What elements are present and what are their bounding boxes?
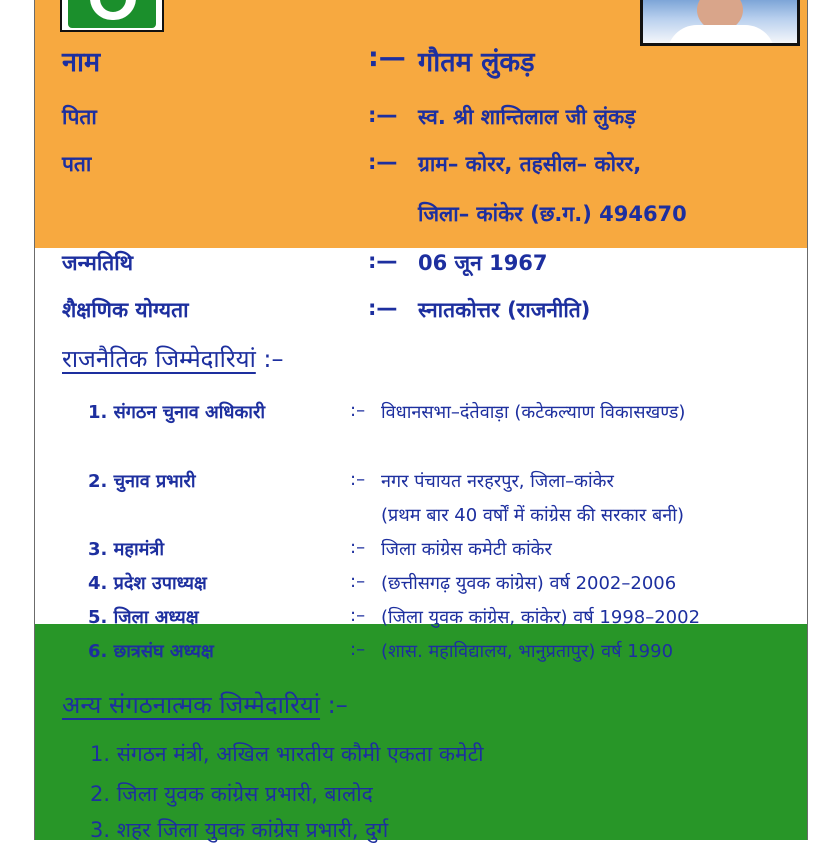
address-label: पता xyxy=(62,152,92,176)
address-line2: जिला– कांकेर (छ.ग.) 494670 xyxy=(418,202,687,226)
political-heading-suffix: :– xyxy=(255,345,284,373)
education-separator: :— xyxy=(368,296,398,320)
political-item-title: 2. चुनाव प्रभारी xyxy=(88,471,196,492)
dob-value: 06 जून 1967 xyxy=(418,251,548,275)
political-item-title: 4. प्रदेश उपाध्यक्ष xyxy=(88,573,207,594)
political-item-value: जिला कांग्रेस कमेटी कांकेर xyxy=(381,539,552,560)
political-item-separator: :– xyxy=(350,537,366,558)
organizational-item: 1. संगठन मंत्री, अखिल भारतीय कौमी एकता कमेटी xyxy=(90,742,484,766)
political-item-separator: :– xyxy=(350,571,366,592)
dob-separator: :— xyxy=(368,249,398,273)
portrait-photo xyxy=(640,0,800,46)
political-item-separator: :– xyxy=(350,469,366,490)
organizational-heading xyxy=(62,688,348,721)
father-label: पिता xyxy=(62,105,97,129)
education-label: शैक्षणिक योग्यता xyxy=(62,298,189,322)
father-value: स्व. श्री शान्तिलाल जी लुंकड़ xyxy=(418,105,636,129)
political-item-value: (जिला युवक कांग्रेस, कांकेर) वर्ष 1998–2002 xyxy=(381,607,701,628)
organizational-heading-suffix: :– xyxy=(320,691,348,719)
political-heading-text: राजनैतिक जिम्मेदारियां xyxy=(62,345,256,373)
political-item-value: विधानसभा–दंतेवाड़ा (कटेकल्याण विकासखण्ड) xyxy=(381,402,686,423)
party-logo-icon xyxy=(60,0,164,32)
organizational-item: 3. शहर जिला युवक कांग्रेस प्रभारी, दुर्ग xyxy=(90,818,389,842)
political-item-title: 1. संगठन चुनाव अधिकारी xyxy=(88,402,265,423)
political-item-separator: :– xyxy=(350,639,366,660)
political-item-separator: :– xyxy=(350,605,366,626)
political-item-separator: :– xyxy=(350,400,366,421)
political-item-title: 5. जिला अध्यक्ष xyxy=(88,607,199,628)
address-line1: ग्राम– कोरर, तहसील– कोरर, xyxy=(418,152,642,176)
organizational-item: 2. जिला युवक कांग्रेस प्रभारी, बालोद xyxy=(90,782,373,806)
political-item-value: नगर पंचायत नरहरपुर, जिला–कांकेर xyxy=(381,471,614,492)
political-item-value: (छत्तीसगढ़ युवक कांग्रेस) वर्ष 2002–2006 xyxy=(381,573,677,594)
name-value: गौतम लुंकड़ xyxy=(418,47,535,78)
organizational-heading-text: अन्य संगठनात्मक जिम्मेदारियां xyxy=(62,691,321,719)
political-item-title: 6. छात्रसंघ अध्यक्ष xyxy=(88,641,214,662)
father-separator: :— xyxy=(368,103,398,127)
address-separator: :— xyxy=(368,150,398,174)
name-separator: :— xyxy=(368,42,406,73)
political-item-value: (शास. महाविद्यालय, भानुप्रतापुर) वर्ष 1990 xyxy=(381,641,674,662)
political-item-title: 3. महामंत्री xyxy=(88,539,164,560)
education-value: स्नातकोत्तर (राजनीति) xyxy=(418,298,591,322)
political-item-value-line2: (प्रथम बार 40 वर्षों में कांग्रेस की सरकार बनी) xyxy=(381,505,684,526)
name-label: नाम xyxy=(62,47,101,78)
dob-label: जन्मतिथि xyxy=(62,251,134,275)
political-heading xyxy=(62,342,284,375)
